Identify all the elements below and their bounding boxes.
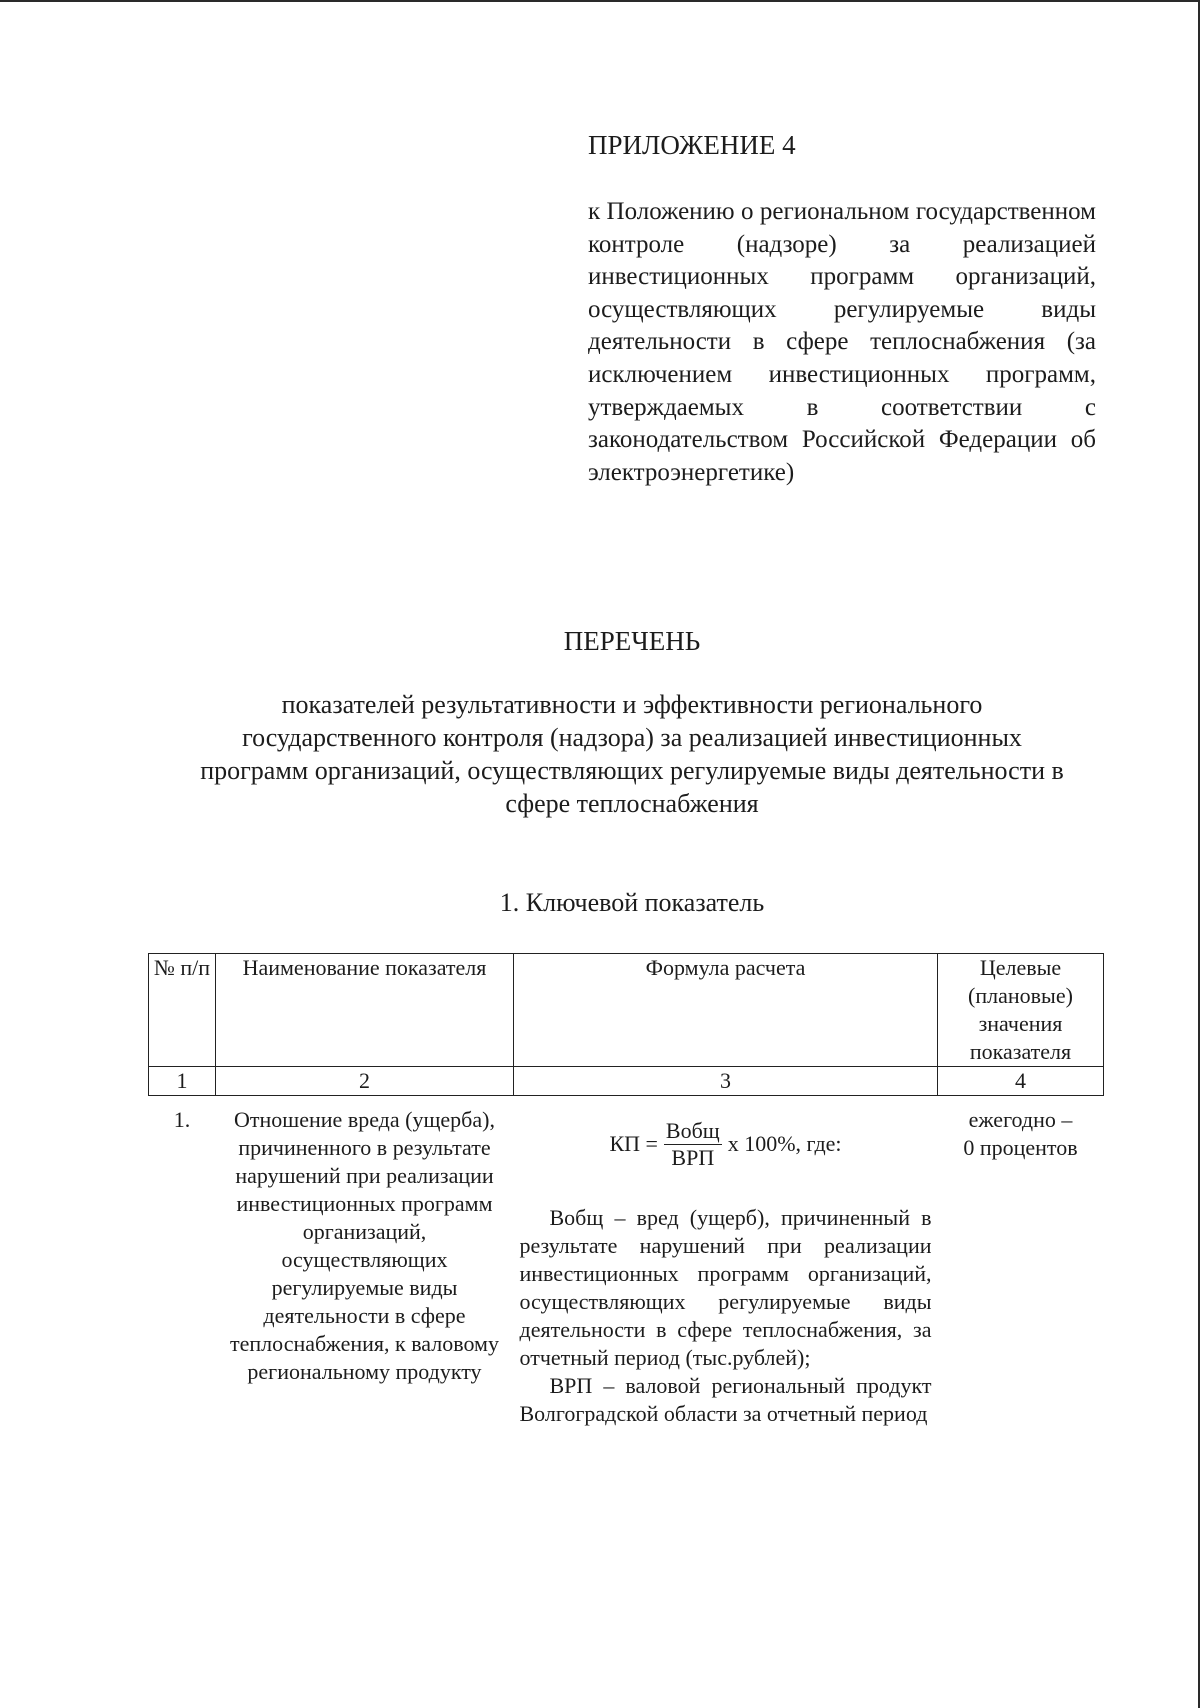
formula-numerator: Вобщ [665,1117,720,1143]
target-value-frequency: ежегодно – [968,1107,1073,1132]
formula-explanation-vrp: ВРП – валовой региональный продукт Волгоградской области за отчетный период [519,1373,932,1426]
formula-denominator: ВРП [671,1144,715,1170]
formula-cell [514,1096,938,1429]
table-header-row [149,954,1104,1067]
appendix-block [588,128,1096,489]
appendix-reference-text: к Положению о региональном государственном контроле (надзоре) за реализацией инвестиционных программ организаций, осуществляющих регулируемые виды деятельности в сфере теплоснабжения (за исключением инвестиционных программ, утверждаемых в соответствии с законодательством Российской Федерации об электроэнергетике) [588,198,1096,486]
header-indicator-name: Наименование показателя [216,954,514,1067]
appendix-title: ПРИЛОЖЕНИЕ 4 [588,130,796,160]
formula-fraction [664,1118,722,1171]
indicator-name: Отношение вреда (ущерба), причиненного в результате нарушений при реализации инвестиционных программ организаций, осуществляющих регулируемые виды деятельности в сфере теплоснабжения, к валовому региональному продукту [230,1107,499,1384]
scan-edge-top [0,0,1200,2]
document-subtitle: показателей результативности и эффективности регионального государственного контроля (надзора) за реализацией инвестиционных программ организаций, осуществляющих регулируемые виды деятельности в сфере теплоснабжения [200,690,1064,818]
column-number-2: 2 [216,1067,514,1096]
document-title: ПЕРЕЧЕНЬ [563,626,701,656]
column-number-4: 4 [938,1067,1104,1096]
formula-lhs: КП = [609,1131,658,1156]
column-number-1: 1 [149,1067,216,1096]
table-column-numbers-row [149,1067,1104,1096]
target-value-cell [938,1096,1104,1429]
header-number: № п/п [149,954,216,1067]
header-target-values: Целевые (плановые) значения показателя [938,954,1104,1067]
formula-rhs: х 100%, где: [727,1131,842,1156]
table-row [149,1096,1104,1429]
column-number-3: 3 [514,1067,938,1096]
indicators-table [148,953,1104,1428]
header-formula: Формула расчета [514,954,938,1067]
formula-explanation-vobshch: Вобщ – вред (ущерб), причиненный в результате нарушений при реализации инвестиционных программ организаций, осуществляющих регулируемые виды деятельности в сфере теплоснабжения, за отчетный период (тыс.рублей); [519,1205,932,1370]
row-number: 1. [173,1107,191,1132]
section-title: 1. Ключевой показатель [499,888,765,917]
target-value-amount: 0 процентов [963,1135,1078,1160]
formula [520,1106,932,1182]
